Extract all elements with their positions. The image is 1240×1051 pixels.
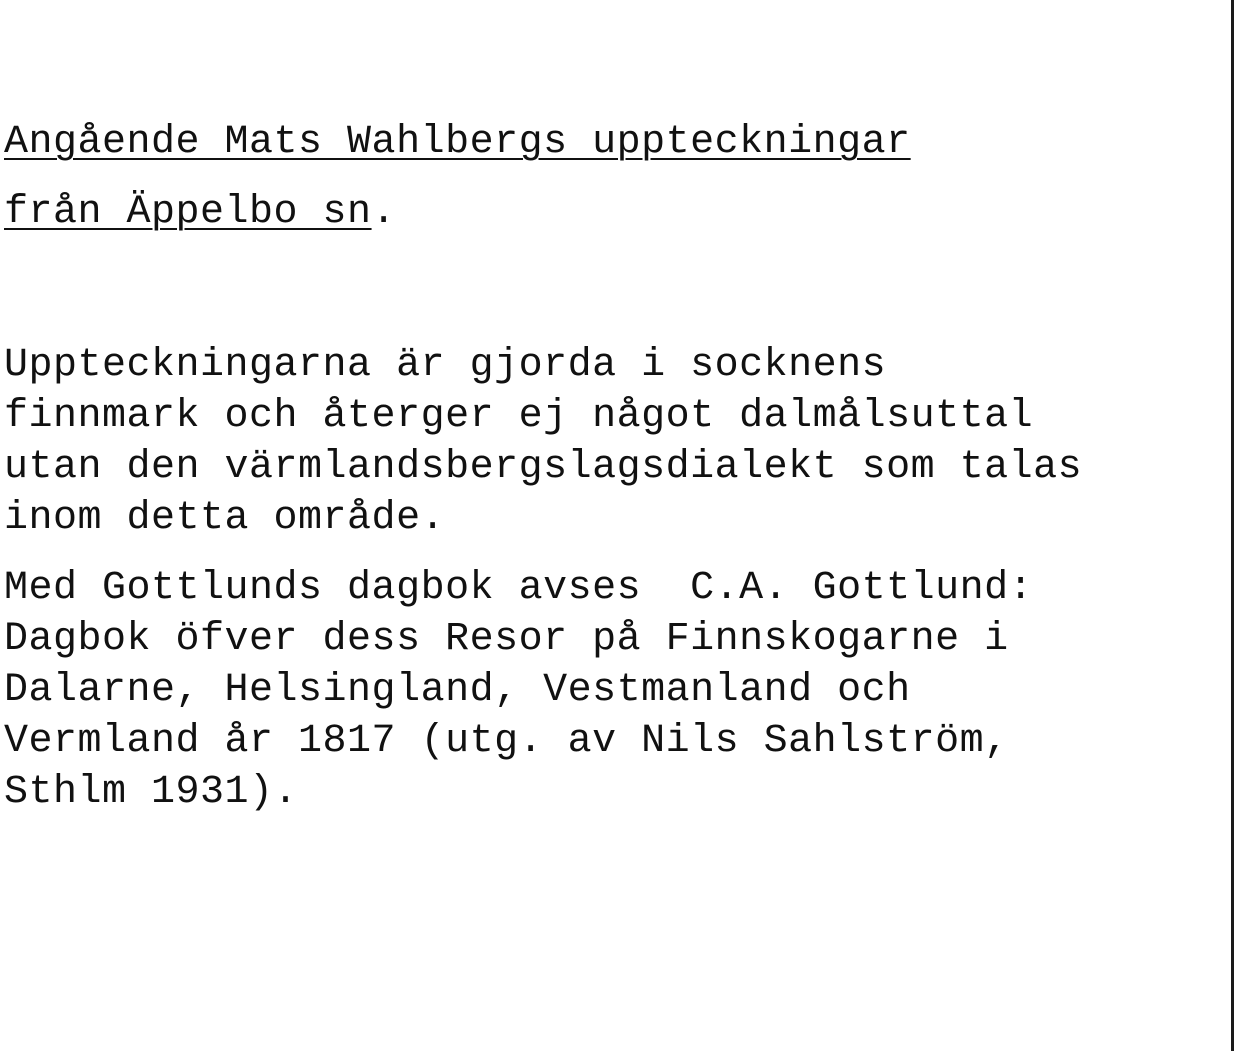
heading-line-2-text: från Äppelbo sn [4, 190, 372, 235]
paragraph-2-line: Vermland år 1817 (utg. av Nils Sahlström, [4, 719, 1009, 764]
heading-line-2-period: . [371, 190, 397, 235]
paragraph-dialect-note [4, 340, 1082, 544]
paragraph-1-line: inom detta område. [4, 496, 446, 541]
paragraph-2-line: Dalarne, Helsingland, Vestmanland och [4, 668, 911, 713]
paragraph-2-line: Med Gottlunds dagbok avses C.A. Gottlund: [4, 566, 1034, 611]
heading-line-1 [4, 108, 911, 178]
document-heading [4, 108, 911, 248]
heading-line-2 [4, 178, 911, 248]
paragraph-2-line: Dagbok öfver dess Resor på Finnskogarne i [4, 617, 1009, 662]
paragraph-2-line: Sthlm 1931). [4, 770, 299, 815]
paragraph-1-line: finnmark och återger ej något dalmålsuttal [4, 394, 1034, 439]
paragraph-1-line: utan den värmlandsbergslagsdialekt som talas [4, 445, 1083, 490]
paragraph-gottlund-reference [4, 563, 1033, 818]
page-edge-line [1231, 0, 1234, 1051]
heading-line-1-text: Angående Mats Wahlbergs uppteckningar [4, 120, 911, 165]
paragraph-1-line: Uppteckningarna är gjorda i socknens [4, 343, 887, 388]
